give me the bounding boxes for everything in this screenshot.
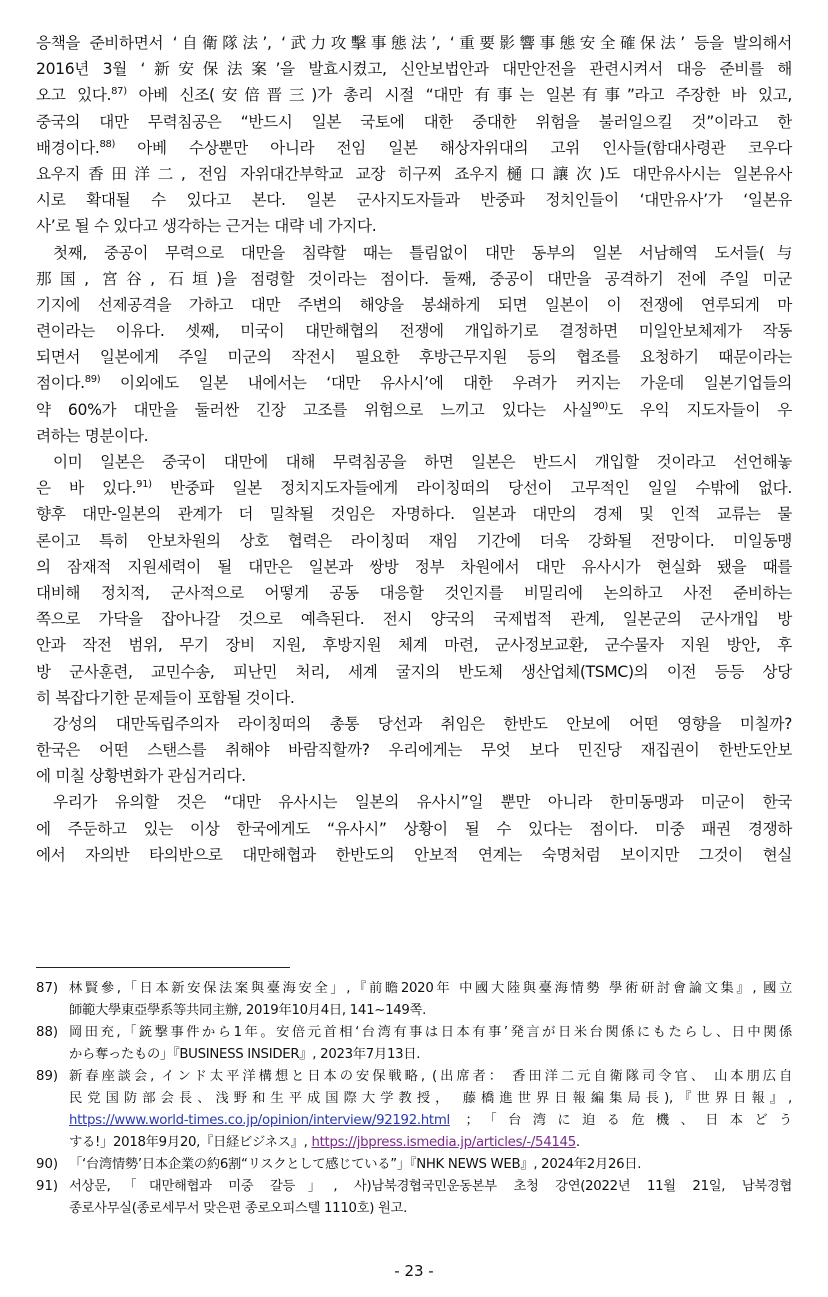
body-line-text: 강성의 대만독립주의자 라이칭떠의 총통 당선과 취임은 한반도 안보에 어떤 영향을 미칠까? — [53, 714, 792, 733]
body-line-text: 那国, 宮谷, 石垣)을 점령할 것이라는 점이다. 둘째, 중공이 대만을 공격하기 전에 주일 미군 — [36, 269, 792, 288]
footnote-divider — [36, 967, 290, 968]
body-line — [36, 187, 792, 213]
body-line — [36, 266, 792, 292]
body-line-text: 우리가 유의할 것은 “대만 유사시는 일본의 유사시”일 뿐만 아니라 한미동맹과 미군이 한국 — [53, 793, 792, 812]
body-line-text: 이미 일본은 중국이 대만에 대해 무력침공을 하면 일본은 반드시 개입할 것이라고 선언해놓 — [53, 453, 792, 471]
footnote-text: . — [575, 1135, 580, 1150]
body-line — [36, 554, 792, 580]
body-line-text: 반중파 일본 정치지도자들에게 라이칭떠의 당선이 고무적인 일일 수밖에 없다. — [151, 479, 792, 498]
body-line-text: 되면서 일본에게 주일 미군의 작전시 필요한 후방근무지원 등의 협조를 요청하기 때문이라는 — [36, 348, 792, 367]
body-line — [36, 606, 792, 632]
body-text — [36, 30, 792, 868]
body-line-text: 한국은 어떤 스탠스를 취해야 바람직할까? 우리에게는 무엇 보다 민진당 재집권이 한반도안보 — [36, 741, 792, 760]
footnote-ref: 88) — [99, 138, 116, 150]
footnote-line — [69, 1110, 792, 1132]
footnote-text: 師範大學東亞學系等共同主辦, 2019年10月4日, 141~149쪽. — [69, 1003, 427, 1018]
footnote-text: する!」2018年9月20,『日経ビジネス』, — [69, 1135, 312, 1150]
body-line-text: 련이라는 이유다. 셋째, 미국이 대만해협의 전쟁에 개입하기로 결정하면 미일안보체제가 작동 — [36, 322, 792, 341]
footnote-line — [69, 1198, 792, 1220]
footnote — [36, 1022, 792, 1066]
body-line-text: 쪽으로 가닥을 잡아나갈 것으로 예측된다. 전시 양국의 국제법적 관계, 일본군의 군사개입 방 — [36, 610, 792, 629]
body-line-text: 이외에도 일본 내에서는 ‘대만 유사시’에 대한 우려가 커지는 가운데 일본기업들의 — [100, 374, 792, 393]
body-line — [36, 292, 792, 318]
footnote-text: ；「台湾に迫る危機、日本どう — [449, 1113, 792, 1128]
body-line-text: 사’로 될 수 있다고 생각하는 근거는 대략 네 가지다. — [36, 217, 377, 236]
footnote-line — [69, 1132, 792, 1154]
body-line-text: 대비해 정치적, 군사적으로 어떻게 공동 대응할 것인지를 비밀리에 논의하고 사전 준비하는 — [36, 583, 792, 602]
footnote-line — [69, 1000, 792, 1022]
body-line — [36, 109, 792, 135]
body-line-text: 점이다. — [36, 374, 85, 393]
body-line-text: 기지에 선제공격을 가하고 대만 주변의 해양을 봉쇄하게 되면 일본이 이 전쟁에 연루되게 마 — [36, 295, 792, 314]
body-line — [36, 711, 792, 737]
footnote-line — [69, 1088, 792, 1110]
reference-link[interactable]: https://www.world-times.co.jp/opinion/interview/92192.html — [69, 1113, 450, 1128]
footnote-body — [69, 1022, 792, 1066]
body-line — [36, 632, 792, 658]
footnote — [36, 1176, 792, 1220]
body-line — [36, 318, 792, 344]
body-line-text: 향후 대만-일본의 관계가 더 밀착될 것임은 자명하다. 일본과 대만의 경제 및 인적 교류는 물 — [36, 505, 792, 524]
footnote-text: 「‘台湾情勢’日本企業の約6割“リスクとして感じている”」『NHK NEWS WEB』, 2024年2月26日. — [69, 1157, 642, 1172]
body-line — [36, 763, 792, 789]
body-line-text: 첫째, 중공이 무력으로 대만을 침략할 때는 틀림없이 대만 동부의 일본 서남해역 도서들(与 — [53, 243, 792, 262]
body-line — [36, 30, 792, 56]
footnote-text: 林賢參,「日本新安保法案與臺海安全」,『前瞻2020年 中國大陸與臺海情勢 學術研討會論文集』, 國立 — [69, 981, 792, 996]
footnote-ref: 87) — [111, 86, 127, 98]
body-line — [36, 82, 792, 108]
footnote-text: から奪ったもの」『BUSINESS INSIDER』, 2023年7月13日. — [69, 1047, 421, 1062]
footnote-line — [69, 1176, 792, 1198]
body-line — [36, 475, 792, 501]
body-line — [36, 449, 792, 475]
footnote-number: 88) — [36, 1025, 59, 1040]
page-number: - 23 - — [394, 1262, 434, 1280]
body-line — [36, 580, 792, 606]
footnote — [36, 978, 792, 1022]
body-line-text: 려하는 명분이다. — [36, 426, 149, 445]
body-line — [36, 789, 792, 815]
body-line-text: 도 우익 지도자들이 우 — [607, 400, 792, 419]
body-line-text: 요우지香田洋二, 전임 자위대간부학교 교장 히구찌 죠우지樋口讓次)도 대만유사시는 일본유사 — [36, 164, 792, 183]
body-line — [36, 501, 792, 527]
footnote-body — [69, 1154, 792, 1176]
body-line — [36, 161, 792, 187]
footnote-line — [69, 1022, 792, 1044]
footnote — [36, 1154, 792, 1176]
body-line-text: 히 복잡다기한 문제들이 포함될 것이다. — [36, 688, 295, 707]
body-line-text: 에 주둔하고 있는 이상 한국에게도 “유사시” 상황이 될 수 있다는 점이다. 미중 패권 경쟁하 — [36, 819, 792, 838]
body-line-text: 2016년 3월 ‘新安保法案’을 발효시켰고, 신안보법안과 대만안전을 관련시켜서 대응 준비를 해 — [36, 60, 792, 79]
body-line-text: 론이고 특히 안보차원의 상호 협력은 라이칭떠 재임 기간에 더욱 강화될 전망이다. 미일동맹 — [36, 531, 792, 550]
body-line-text: 중국의 대만 무력침공은 “반드시 일본 국토에 대한 중대한 위험을 불러일으킬 것”이라고 한 — [36, 112, 792, 131]
body-line-text: 에서 자의반 타의반으로 대만해협과 한반도의 안보적 연계는 숙명처럼 보이지만 그것이 현실 — [36, 845, 792, 864]
body-line-text: 은 바 있다. — [36, 479, 137, 498]
reference-link[interactable]: https://jbpress.ismedia.jp/articles/-/54145 — [311, 1135, 576, 1150]
footnote-line — [69, 978, 792, 1000]
footnote-body — [69, 1176, 792, 1220]
body-line — [36, 528, 792, 554]
body-line-text: 아베 신조(安倍晋三)가 총리 시절 “대만 有事는 일본有事”라고 주장한 바 있고, — [126, 86, 792, 105]
footnotes — [36, 978, 792, 1220]
body-line-text: 에 미칠 상황변화가 관심거리다. — [36, 767, 246, 786]
footnote-line — [69, 1066, 792, 1088]
body-line-text: 방 군사훈련, 교민수송, 피난민 처리, 세계 굴지의 반도체 생산업체(TSMC)의 이전 등등 상당 — [36, 662, 792, 681]
footnote-body — [69, 978, 792, 1022]
footnote-body — [69, 1066, 792, 1154]
body-line — [36, 659, 792, 685]
body-line — [36, 240, 792, 266]
body-line — [36, 816, 792, 842]
body-line — [36, 737, 792, 763]
body-line — [36, 397, 792, 423]
footnote-line — [69, 1044, 792, 1066]
body-line — [36, 842, 792, 868]
body-line-text: 안과 작전 범위, 무기 장비 지원, 후방지원 체계 마련, 군사정보교환, 군수물자 지원 방안, 후 — [36, 636, 792, 655]
body-line — [36, 56, 792, 82]
body-line-text: 오고 있다. — [36, 86, 112, 105]
body-line — [36, 213, 792, 239]
footnote-text: 新春座談会, インド太平洋構想と日本の安保戦略, (出席者： 香田洋二元自衛隊司令官、 山本朋広自 — [69, 1069, 792, 1084]
footnote-text: 岡田充,「銃撃事件から1年。安倍元首相‘台湾有事は日本有事’発言が日米台関係にもたらし、日中関係 — [69, 1025, 792, 1040]
footnote-text: 서상문,「대만해협과 미중 갈등」, 사)남북경협국민운동본부 초청 강연(2022년 11월 21일, 남북경협 — [69, 1179, 792, 1194]
body-line-text: 배경이다. — [36, 138, 100, 157]
footnote-number: 89) — [36, 1069, 59, 1084]
body-line-text: 아베 수상뿐만 아니라 전임 일본 해상자위대의 고위 인사들(함대사령관 코우다 — [115, 138, 792, 157]
footnote-number: 87) — [36, 981, 59, 996]
body-line — [36, 423, 792, 449]
footnote-number: 91) — [36, 1179, 59, 1194]
footnote-text: 民党国防部会長、浅野和生平成国際大学教授， 藤橋進世界日報編集局長),『世界日報』, — [69, 1091, 792, 1106]
footnote-line — [69, 1154, 792, 1176]
body-line-text: 응책을 준비하면서 ‘自衛隊法’, ‘武力攻擊事態法’, ‘重要影響事態安全確保法’ 등을 발의해서 — [36, 34, 792, 52]
body-line-text: 의 잠재적 지원세력이 될 대만은 일본과 쌍방 정부 차원에서 대만 유사시가 현실화 됐을 때를 — [36, 557, 792, 576]
body-line — [36, 344, 792, 370]
body-line-text: 시로 확대될 수 있다고 본다. 일본 군사지도자들과 반중파 정치인들이 ‘대만유사’가 ‘일본유 — [36, 191, 792, 210]
footnote-number: 90) — [36, 1157, 59, 1172]
footnote-text: 종로사무실(종로세무서 맞은편 종로오피스텔 1110호) 원고. — [69, 1201, 408, 1216]
body-line — [36, 135, 792, 161]
body-line — [36, 370, 792, 396]
footnote-ref: 89) — [84, 374, 101, 386]
footnote-ref: 90) — [592, 400, 608, 412]
footnote — [36, 1066, 792, 1154]
footnote-ref: 91) — [136, 479, 152, 490]
body-line-text: 약 60%가 대만을 둘러싼 긴장 고조를 위험으로 느끼고 있다는 사실 — [36, 400, 593, 419]
body-line — [36, 685, 792, 711]
